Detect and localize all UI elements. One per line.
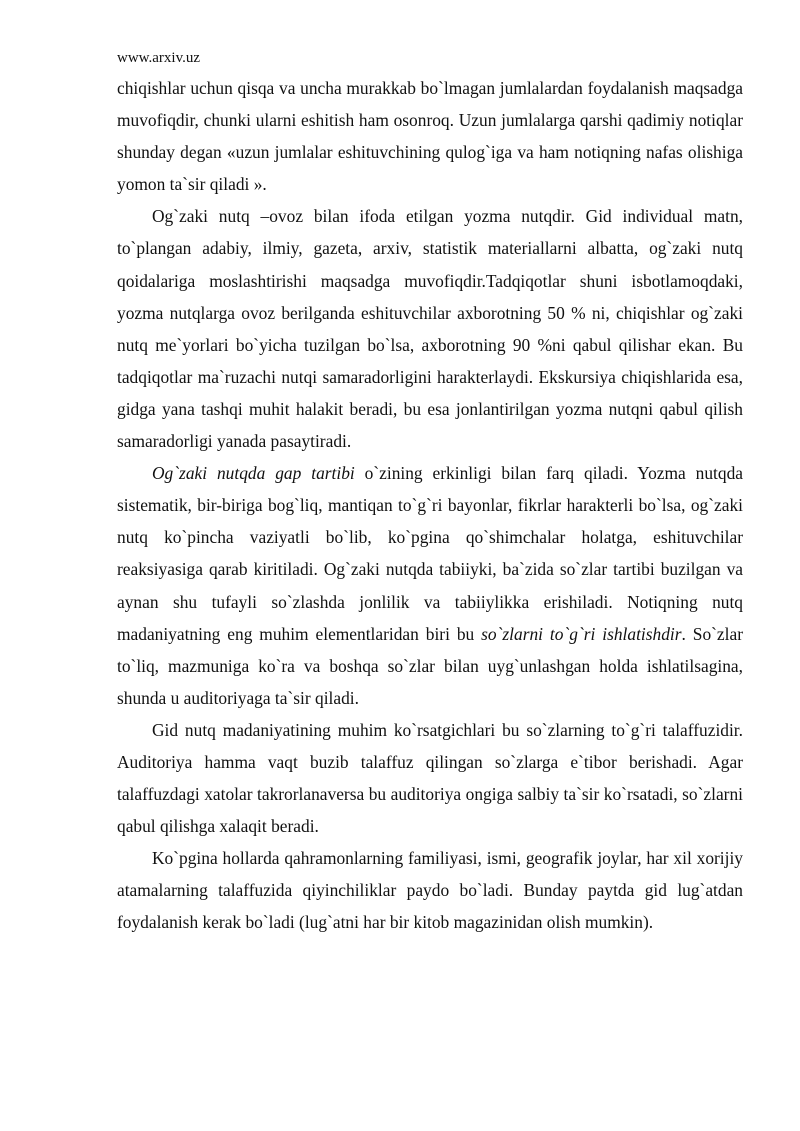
document-body: [117, 72, 743, 939]
paragraph-2: Og`zaki nutq –ovoz bilan ifoda etilgan yozma nutqdir. Gid individual matn, to`plangan adabiy, ilmiy, gazeta, arxiv, statistik materiallarni albatta, og`zaki nutq qoidalariga moslashtirishi maqsadga muvofiqdir.Tadqiqotlar shuni isbotlamoqdaki, yozma nutqlarga ovoz berilganda eshituvchilar axborotning 50 % ni, chiqishlar og`zaki nutq me`yorlari bo`yicha tuzilgan bo`lsa, axborotning 90 %ni qabul qilishar ekan. Bu tadqiqotlar ma`ruzachi nutqi samaradorligini harakterlaydi. Ekskursiya chiqishlarida esa, gidga yana tashqi muhit halakit beradi, bu esa jonlantirilgan yozma nutqni qabul qilish samaradorligi yanada pasaytiradi.: [117, 206, 743, 452]
paragraph-4: Gid nutq madaniyatining muhim ko`rsatgichlari bu so`zlarning to`g`ri talaffuzidir. Auditoriya hamma vaqt buzib talaffuz qilingan so`zlarga e`tibor berishadi. Agar talaffuzdagi xatolar takrorlanaversa bu auditoriya ongiga salbiy ta`sir ko`rsatadi, so`zlarni qabul qilishga xalaqit beradi.: [117, 719, 743, 837]
paragraph-5: Ko`pgina hollarda qahramonlarning familiyasi, ismi, geografik joylar, har xil xorijiy atamalarning talaffuzida qiyinchiliklar paydo bo`ladi. Bunday paytda gid lug`atdan foydalanish kerak bo`ladi (lug`atni har bir kitob magazinidan olish mumkin).: [117, 848, 743, 933]
italic-term-gap-tartibi: Og`zaki nutqda gap tartibi: [152, 463, 355, 484]
paragraph-1: chiqishlar uchun qisqa va uncha murakkab bo`lmagan jumlalardan foydalanish maqsadga muvofiqdir, chunki ularni eshitish ham osonroq. Uzun jumlalarga qarshi qadimiy notiqlar shunday degan «uzun jumlalar eshituvchining qulog`iga va ham notiqning nafas olishiga yomon ta`sir qiladi ».: [117, 78, 743, 195]
italic-term-sozlarni-togri: so`zlarni to`g`ri ishlatishdir: [481, 623, 682, 644]
site-header: www.arxiv.uz: [117, 50, 201, 66]
paragraph-3-text-b: . So`zlar to`liq, mazmuniga ko`ra va boshqa so`zlar bilan uyg`unlashgan holda ishlatilsagina, shunda u auditoriyaga ta`sir qiladi.: [117, 623, 743, 708]
paragraph-3: [117, 457, 743, 714]
paragraph-3-text-a: o`zining erkinligi bilan farq qiladi. Yozma nutqda sistematik, bir-biriga bog`liq, mantiqan to`g`ri bayonlar, fikrlar harakterli bo`lsa, og`zaki nutq ko`pincha vaziyatli bo`lib, ko`pgina qo`shimchalar holatga, eshituvchilar reaksiyasiga qarab kiritiladi. Og`zaki nutqda tabiiyki, ba`zida so`zlar tartibi buzilgan va aynan shu tufayli so`zlashda jonlilik va tabiiylikka erishiladi. Notiqning nutq madaniyatning eng muhim elementlaridan biri bu: [117, 463, 743, 644]
